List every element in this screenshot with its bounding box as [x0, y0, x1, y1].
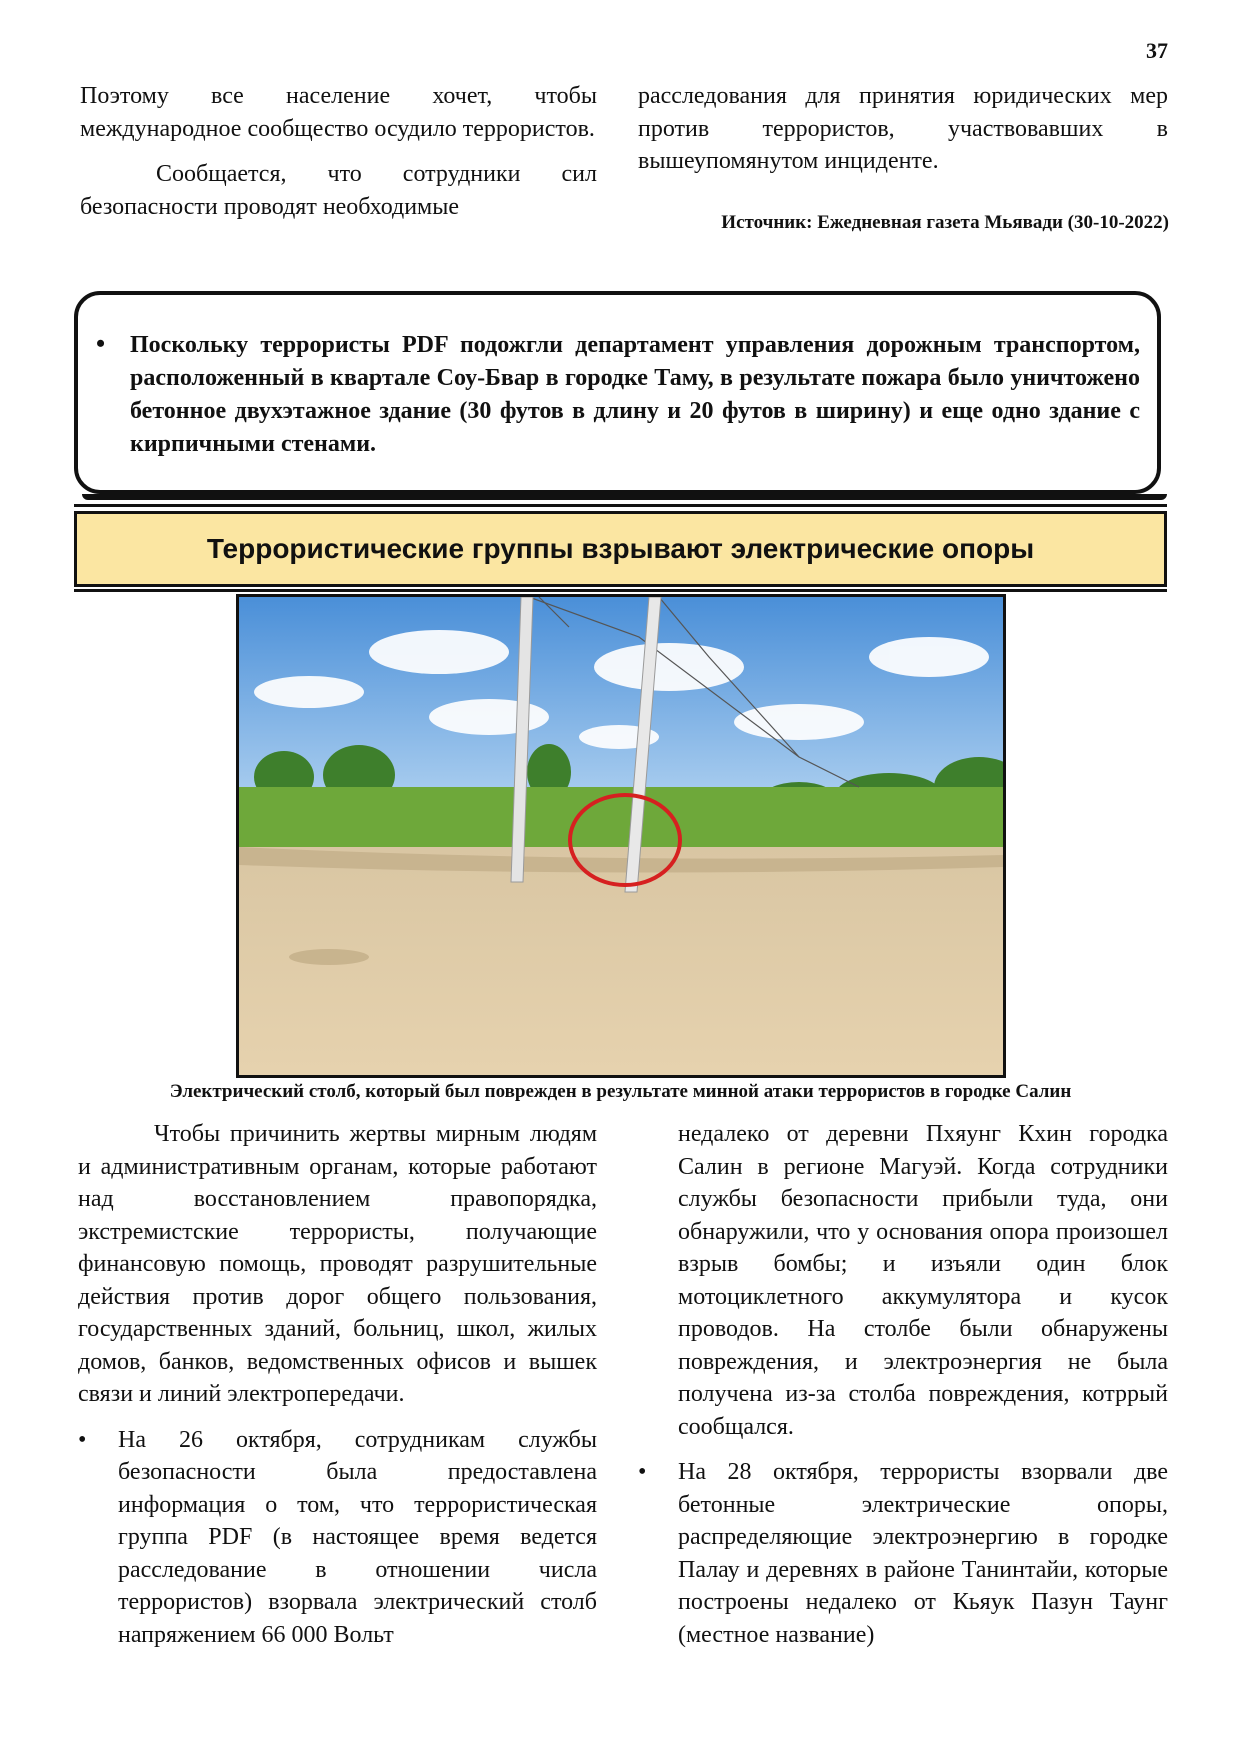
paragraph: недалеко от деревни Пхяунг Кхин городка Салин в регионе Магуэй. Когда сотрудники службы безопасности прибыли туда, они обнаружили, что у основания опора произошел взрыв бомбы; и изъяли один блок мотоциклетного аккумулятора и кусок проводов. На столбе были обнаружены повреждения, и электроэнергия не была получена из-за столба повреждения, котррый сообщался. [678, 1121, 1168, 1440]
paragraph: расследования для принятия юридических мер против террористов, участвовавших в вышеупомянутом инциденте. [638, 83, 1168, 174]
photo-caption: Электрический столб, который был поврежден в результате минной атаки террористов в городке Салин [169, 1081, 1072, 1102]
list-item [638, 1456, 1168, 1651]
top-right-column [638, 80, 1168, 178]
list-item-text: На 28 октября, террористы взорвали две бетонные электрические опоры, распределяющие электроэнергию в городке Палау и деревнях в районе Танинтайи, которые построены недалеко от Кьяук Пазун Таунг (местное название) [678, 1459, 1168, 1648]
green-field [239, 787, 1003, 857]
bottom-right-column [638, 1118, 1168, 1651]
bullet-marker: • [638, 1459, 647, 1485]
power-pole-photo-illustration [239, 597, 1003, 1075]
list-item [78, 1424, 597, 1652]
top-left-column [80, 80, 597, 223]
bottom-left-column [78, 1118, 597, 1651]
paragraph: Сообщается, что сотрудники сил безопасности проводят необходимые [80, 161, 597, 220]
source-citation: Источник: Ежедневная газета Мьявади (30-10-2022) [721, 212, 1169, 233]
news-photo [236, 594, 1006, 1078]
callout-text: Поскольку террористы PDF подожгли департамент управления дорожным транспортом, расположенный в квартале Соу-Бвар в городке Таму, в результате пожара было уничтожено бетонное двухэтажное здание (30 футов в длину и 20 футов в ширину) и еще одно здание с кирпичными стенами. [130, 332, 1140, 457]
section-title: Террористические группы взрывают электрические опоры [206, 533, 1035, 564]
paragraph: Поэтому все население хочет, чтобы международное сообщество осудило террористов. [80, 83, 597, 142]
paragraph: Чтобы причинить жертвы мирным людям и административным органам, которые работают над восстановлением правопорядка, экстремистские террористы, получающие финансовую помощь, проводят разрушительные действия против дорог общего пользования, государственных зданий, больниц, школ, жилых домов, банков, ведомственных офисов и вышек связи и линий электропередачи. [78, 1121, 597, 1407]
section-title-banner [74, 511, 1167, 587]
page-number: 37 [1146, 38, 1168, 63]
bullet-marker: • [96, 329, 106, 358]
bullet-marker: • [78, 1426, 87, 1453]
list-item-text: На 26 октября, сотрудникам службы безопасности была предоставлена информация о том, что террористическая группа PDF (в настоящее время ведется расследование в отношении числа террористов) взорвала электрический столб напряжением 66 000 Вольт [118, 1426, 597, 1648]
callout-box [74, 291, 1161, 494]
